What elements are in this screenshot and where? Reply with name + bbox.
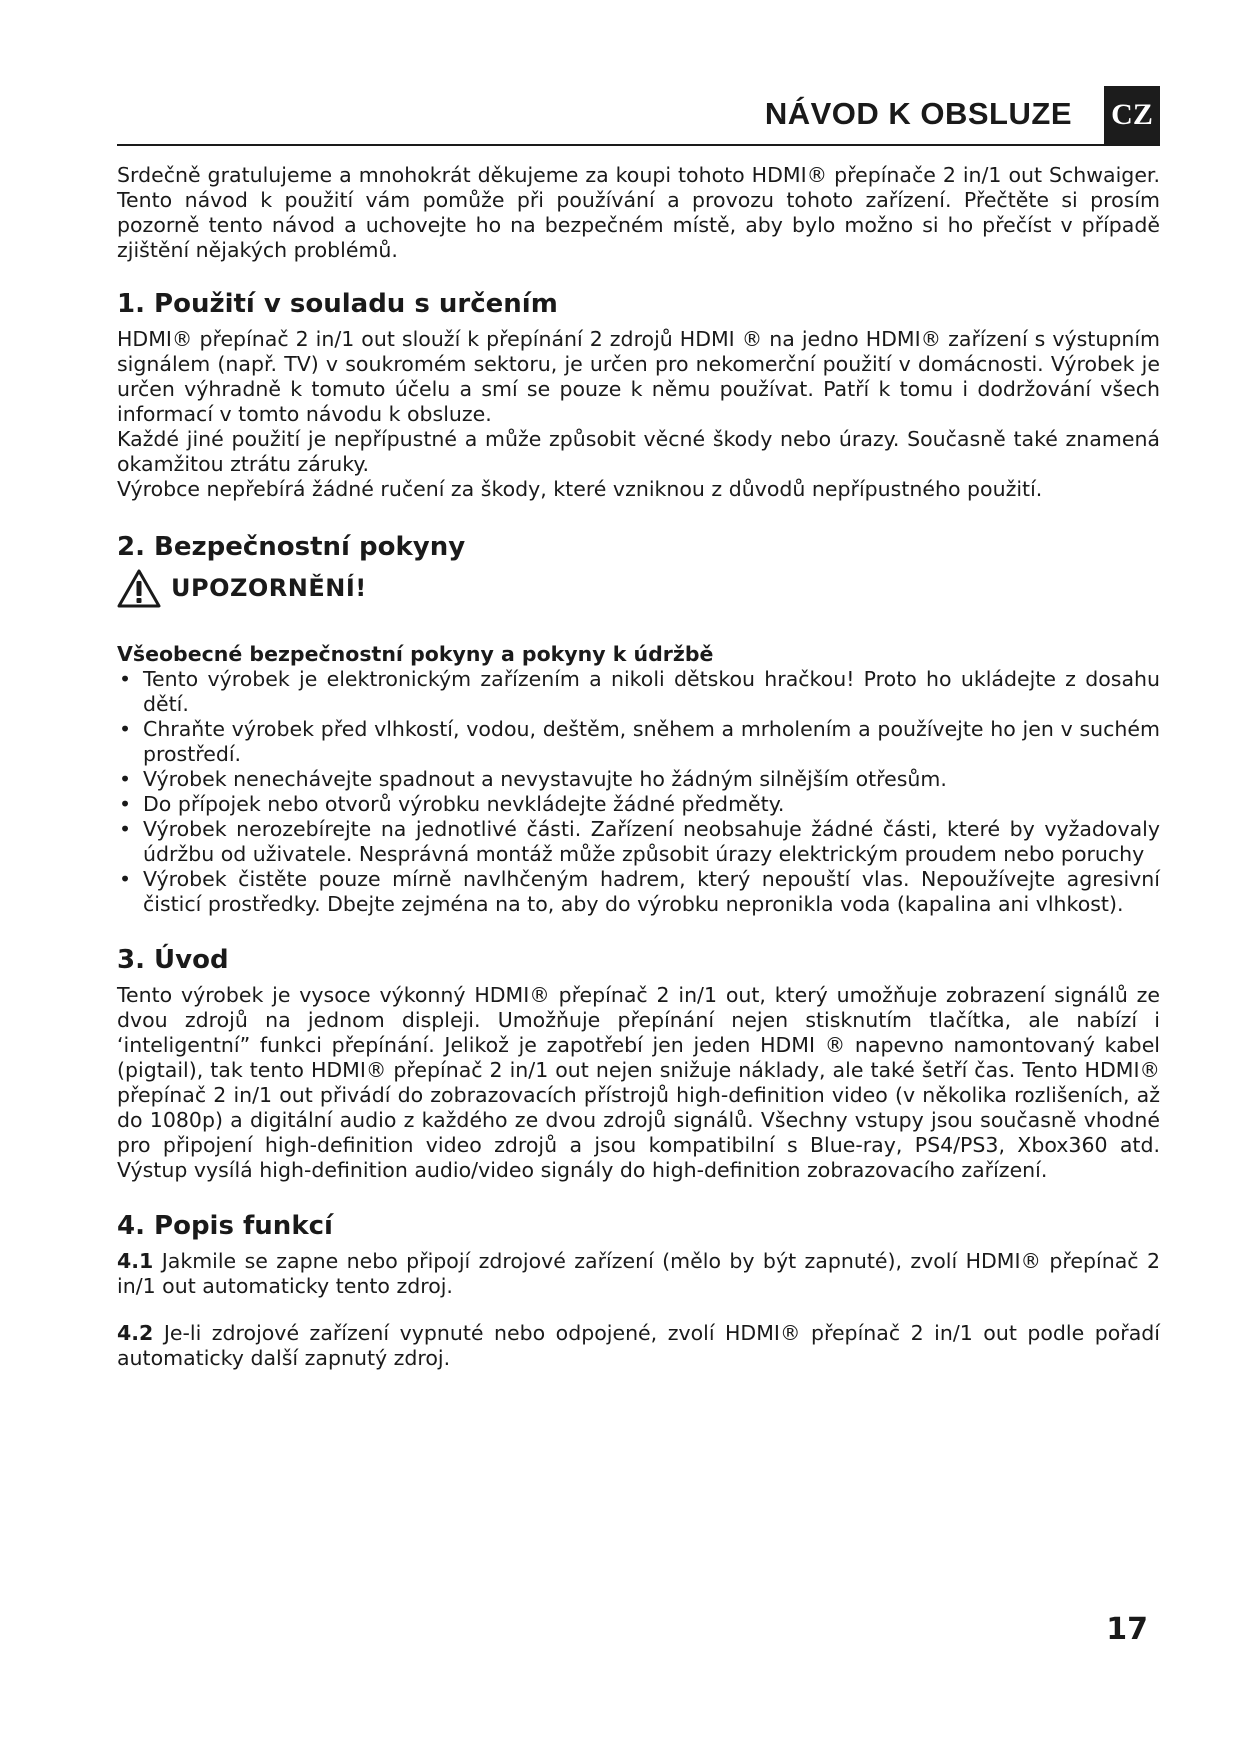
list-item: • Do přípojek nebo otvorů výrobku nevkládejte žádné předměty.	[117, 792, 1160, 817]
section-1-paragraph-3: Výrobce nepřebírá žádné ručení za škody, které vzniknou z důvodů nepřípustného použití.	[117, 477, 1043, 501]
section-1-paragraph-2: Každé jiné použití je nepřípustné a může způsobit věcné škody nebo úrazy. Současně také znamená okamžitou ztrátu záruky.	[117, 427, 1160, 476]
page-header	[117, 86, 1160, 146]
warning-triangle-icon	[117, 568, 161, 608]
function-4-1	[117, 1249, 1160, 1299]
intro-paragraph: Srdečně gratulujeme a mnohokrát děkujeme za koupi tohoto HDMI® přepínače 2 in/1 out Schwaiger. Tento návod k použití vám pomůže při používání a provozu tohoto zařízení. Přečtěte si prosím pozorně tento návod a uchovejte ho na bezpečném místě, aby bylo možno si ho přečíst v případě zjištění nějakých problémů.	[117, 163, 1160, 262]
section-1-title: 1. Použití v souladu s určením	[117, 289, 558, 319]
section-3-title: 3. Úvod	[117, 945, 229, 975]
section-4-title: 4. Popis funkcí	[117, 1211, 333, 1241]
page-title: NÁVOD K OBSLUZE	[764, 96, 1072, 131]
item-text: Je-li zdrojové zařízení vypnuté nebo odpojené, zvolí HDMI® přepínač 2 in/1 out podle pořadí automaticky další zapnutý zdroj.	[117, 1321, 1160, 1370]
language-badge: CZ	[1104, 86, 1160, 144]
item-number: 4.2	[117, 1321, 154, 1345]
safety-list	[117, 667, 1160, 917]
safety-subtitle: Všeobecné bezpečnostní pokyny a pokyny k údržbě	[117, 642, 714, 666]
list-item: • Výrobek nerozebírejte na jednotlivé části. Zařízení neobsahuje žádné části, které by vyžadovaly údržbu od uživatele. Nesprávná montáž může způsobit úrazy elektrickým proudem nebo poruchy	[117, 817, 1160, 867]
item-number: 4.1	[117, 1249, 154, 1273]
list-item: • Výrobek čistěte pouze mírně navlhčeným hadrem, který nepouští vlas. Nepoužívejte agresivní čisticí prostředky. Dbejte zejména na to, aby do výrobku nepronikla voda (kapalina ani vlhkost).	[117, 867, 1160, 917]
section-1-paragraph-1: HDMI® přepínač 2 in/1 out slouží k přepínání 2 zdrojů HDMI ® na jedno HDMI® zařízení s výstupním signálem (např. TV) v soukromém sektoru, je určen pro nekomerční použití v domácnosti. Výrobek je určen výhradně k tomuto účelu a smí se pouze k němu používat. Patří k tomu i dodržování všech informací v tomto návodu k obsluze.	[117, 327, 1160, 426]
section-3-paragraph: Tento výrobek je vysoce výkonný HDMI® přepínač 2 in/1 out, který umožňuje zobrazení signálů ze dvou zdrojů na jednom displeji. Umožňuje přepínání nejen stisknutím tlačítka, ale nabízí i ‘inteligentní” funkci přepínání. Jelikož je zapotřebí jen jeden HDMI ® napevno namontovaný kabel (pigtail), tak tento HDMI® přepínač 2 in/1 out nejen snižuje náklady, ale také šetří čas. Tento HDMI® přepínač 2 in/1 out přivádí do zobrazovacích přístrojů high-definition video (v několika rozlišeních, až do 1080p) a digitální audio z každého ze dvou zdrojů signálů. Všechny vstupy jsou současně vhodné pro připojení high-definition video zdrojů a jsou kompatibilní s Blue-ray, PS4/PS3, Xbox360 atd. Výstup vysílá high-definition audio/video signály do high-definition zobrazovacího zařízení.	[117, 983, 1160, 1182]
warning-row	[117, 568, 1160, 608]
item-text: Jakmile se zapne nebo připojí zdrojové zařízení (mělo by být zapnuté), zvolí HDMI® přepínač 2 in/1 out automaticky tento zdroj.	[117, 1249, 1160, 1298]
list-item: • Tento výrobek je elektronickým zařízením a nikoli dětskou hračkou! Proto ho ukládejte z dosahu dětí.	[117, 667, 1160, 717]
function-4-2	[117, 1321, 1160, 1371]
section-2-title: 2. Bezpečnostní pokyny	[117, 532, 466, 562]
list-item: • Chraňte výrobek před vlhkostí, vodou, deštěm, sněhem a mrholením a používejte ho jen v suchém prostředí.	[117, 717, 1160, 767]
document-body	[117, 163, 1160, 1371]
list-item: • Výrobek nenechávejte spadnout a nevystavujte ho žádným silnějším otřesům.	[117, 767, 1160, 792]
warning-label: UPOZORNĚNÍ!	[171, 573, 367, 602]
page-number: 17	[1106, 1612, 1148, 1647]
